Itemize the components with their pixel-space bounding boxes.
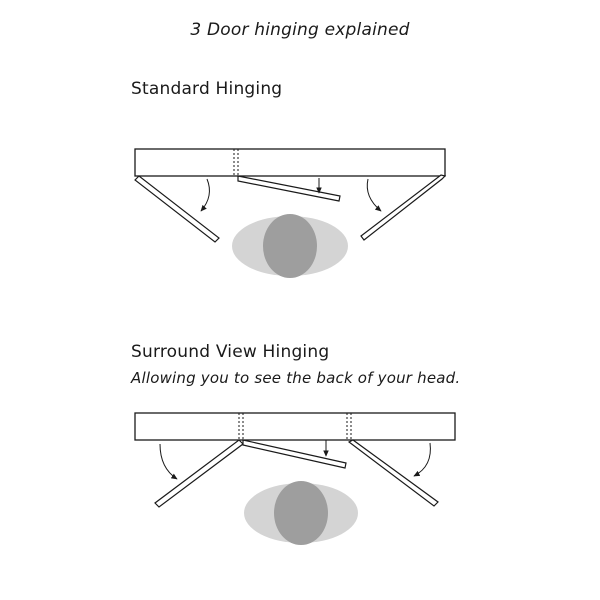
surround-hinge-dash-right: [347, 413, 351, 440]
standard-center-door: [238, 176, 340, 201]
standard-right-door: [361, 175, 445, 240]
standard-hinge-dash: [234, 149, 238, 176]
head-icon: [244, 481, 358, 545]
surround-hinging-heading: Surround View Hinging: [131, 342, 330, 362]
surround-left-door: [155, 440, 243, 507]
arrow-icon: [414, 443, 430, 476]
standard-hinging-heading: Standard Hinging: [131, 79, 283, 99]
standard-diagram: [135, 149, 445, 278]
surround-center-door: [243, 440, 346, 468]
surround-diagram: [135, 413, 455, 545]
standard-left-door: [135, 176, 219, 242]
surround-hinging-subheading: Allowing you to see the back of your head.: [131, 369, 461, 387]
head-icon: [232, 214, 348, 278]
page-title: 3 Door hinging explained: [190, 20, 410, 40]
surround-right-door: [349, 440, 438, 506]
arrow-icon: [367, 179, 381, 211]
surround-hinge-dash-left: [239, 413, 243, 440]
standard-cabinet: [135, 149, 445, 176]
arrow-icon: [201, 179, 209, 211]
arrow-icon: [160, 444, 177, 479]
surround-cabinet: [135, 413, 455, 440]
